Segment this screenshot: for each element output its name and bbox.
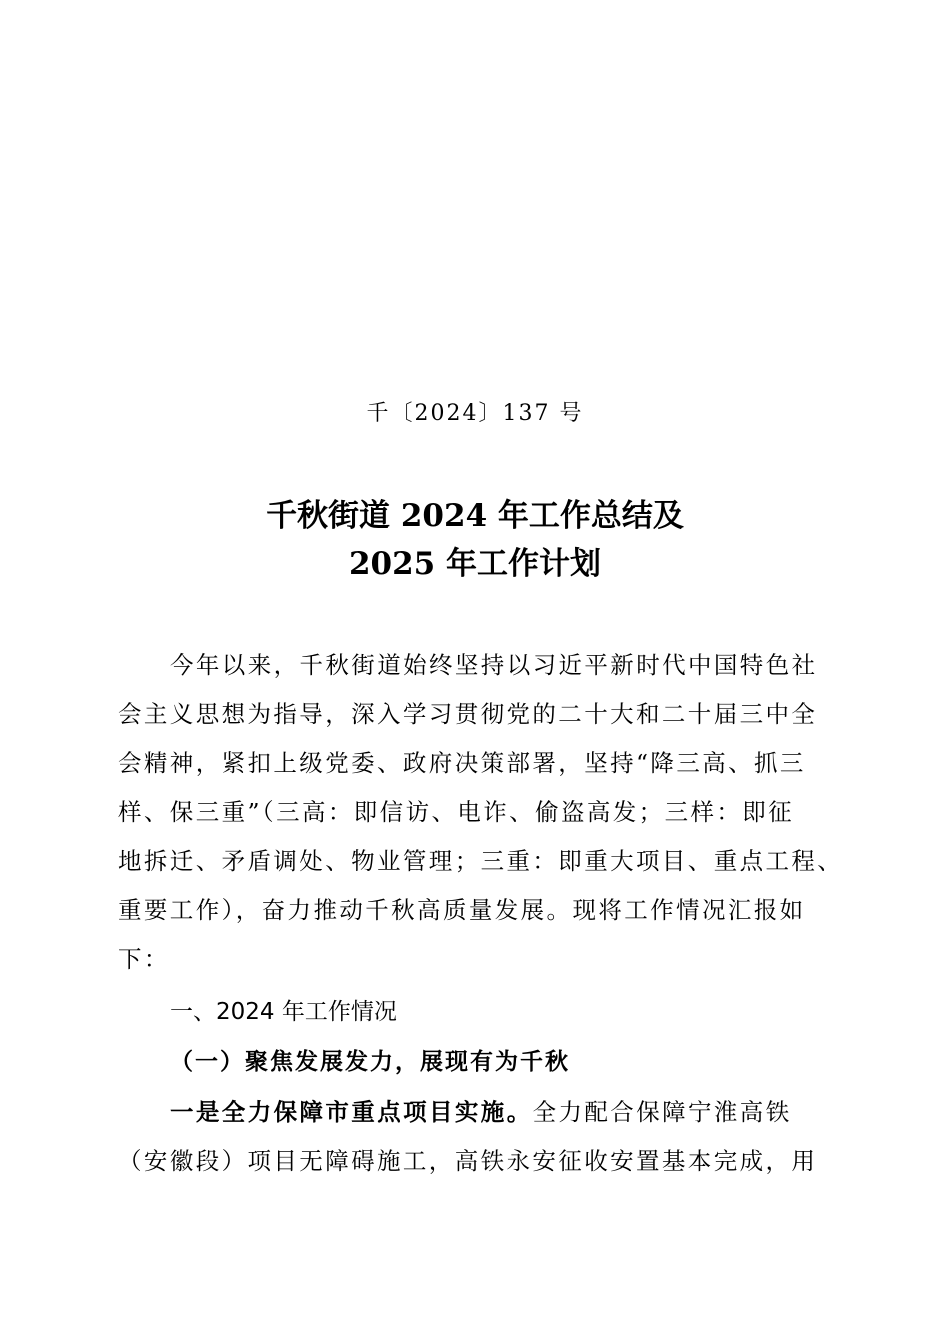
section-heading-1: 一、2024 年工作情况: [170, 999, 397, 1025]
intro-line-7: 下：: [118, 945, 170, 973]
intro-line-4: 样、保三重”（三高：即信访、电诈、偷盗高发；三样：即征: [118, 798, 795, 826]
intro-line-3: 会精神，紧扣上级党委、政府决策部署，坚持“降三高、抓三: [118, 749, 806, 777]
document-number: 千〔2024〕137 号: [366, 401, 584, 426]
subsection-heading-1: （一）聚焦发展发力，展现有为千秋: [170, 1048, 570, 1075]
paragraph-1-line-1: [170, 1093, 792, 1127]
intro-line-2: 会主义思想为指导，深入学习贯彻党的二十大和二十届三中全: [118, 700, 818, 728]
intro-line-1: 今年以来，千秋街道始终坚持以习近平新时代中国特色社: [170, 651, 818, 679]
document-title-line-2: 2025 年工作计划: [348, 546, 602, 582]
document-title-line-1: 千秋街道 2024 年工作总结及: [266, 498, 684, 534]
paragraph-1-line-1-text: 全力配合保障宁淮高铁: [532, 1098, 792, 1126]
intro-line-5: 地拆迁、矛盾调处、物业管理；三重：即重大项目、重点工程、: [118, 847, 844, 875]
paragraph-1-line-2: （安徽段）项目无障碍施工，高铁永安征收安置基本完成，用: [118, 1147, 818, 1175]
intro-line-6: 重要工作），奋力推动千秋高质量发展。现将工作情况汇报如: [118, 896, 806, 924]
paragraph-1-lead: 一是全力保障市重点项目实施。: [170, 1098, 533, 1126]
